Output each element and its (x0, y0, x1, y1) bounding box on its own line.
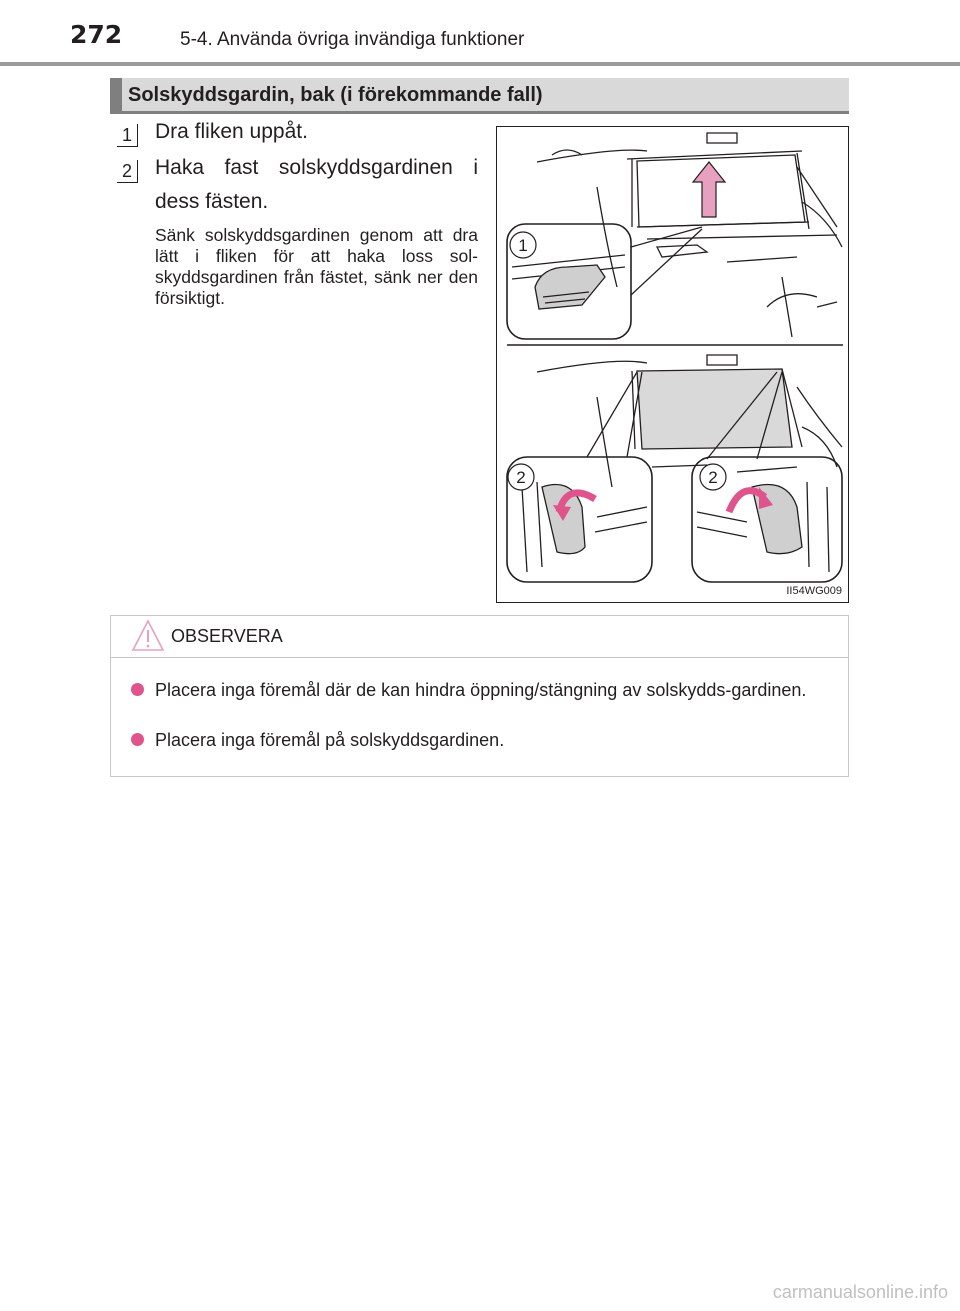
caution-item-text: Placera inga föremål på solskyddsgardinen. (155, 730, 505, 750)
section-title: Solskyddsgardin, bak (i förekommande fall) (128, 84, 543, 106)
step-1-text: Dra fliken uppåt. (155, 120, 308, 143)
callout-1-label: 1 (518, 236, 528, 255)
page-number: 272 (70, 20, 123, 49)
watermark: carmanualsonline.info (772, 1282, 948, 1302)
sunshade-illustration (496, 126, 849, 603)
caution-title: OBSERVERA (171, 626, 283, 646)
callout-2-left-label: 2 (516, 468, 526, 487)
header-rule (0, 62, 960, 66)
warning-triangle-icon (131, 619, 165, 653)
section-header: 5-4. Använda övriga invändiga funktioner (180, 29, 525, 50)
step-1-badge: 1 (117, 124, 138, 147)
figure-id: II54WG009 (786, 585, 842, 597)
illustration-drawing (497, 127, 850, 604)
step-2-text: Haka fast solskyddsgardinen i dess fästen. (155, 156, 478, 213)
bullet-dot-icon (131, 733, 144, 746)
heading-accent (110, 78, 122, 111)
caution-box (110, 615, 849, 777)
step-2-badge: 2 (117, 160, 138, 183)
bullet-dot-icon (131, 683, 144, 696)
step-2-note: Sänk solskyddsgardinen genom att dra lätt i fliken för att haka loss sol-skyddsgardinen från fästet, sänk ner den försiktigt. (155, 225, 478, 308)
caution-header (111, 616, 848, 658)
caution-item-text: Placera inga föremål där de kan hindra öppning/stängning av solskydds-gardinen. (155, 680, 807, 700)
callout-2-right-label: 2 (708, 468, 718, 487)
section-heading-bar (110, 78, 849, 114)
